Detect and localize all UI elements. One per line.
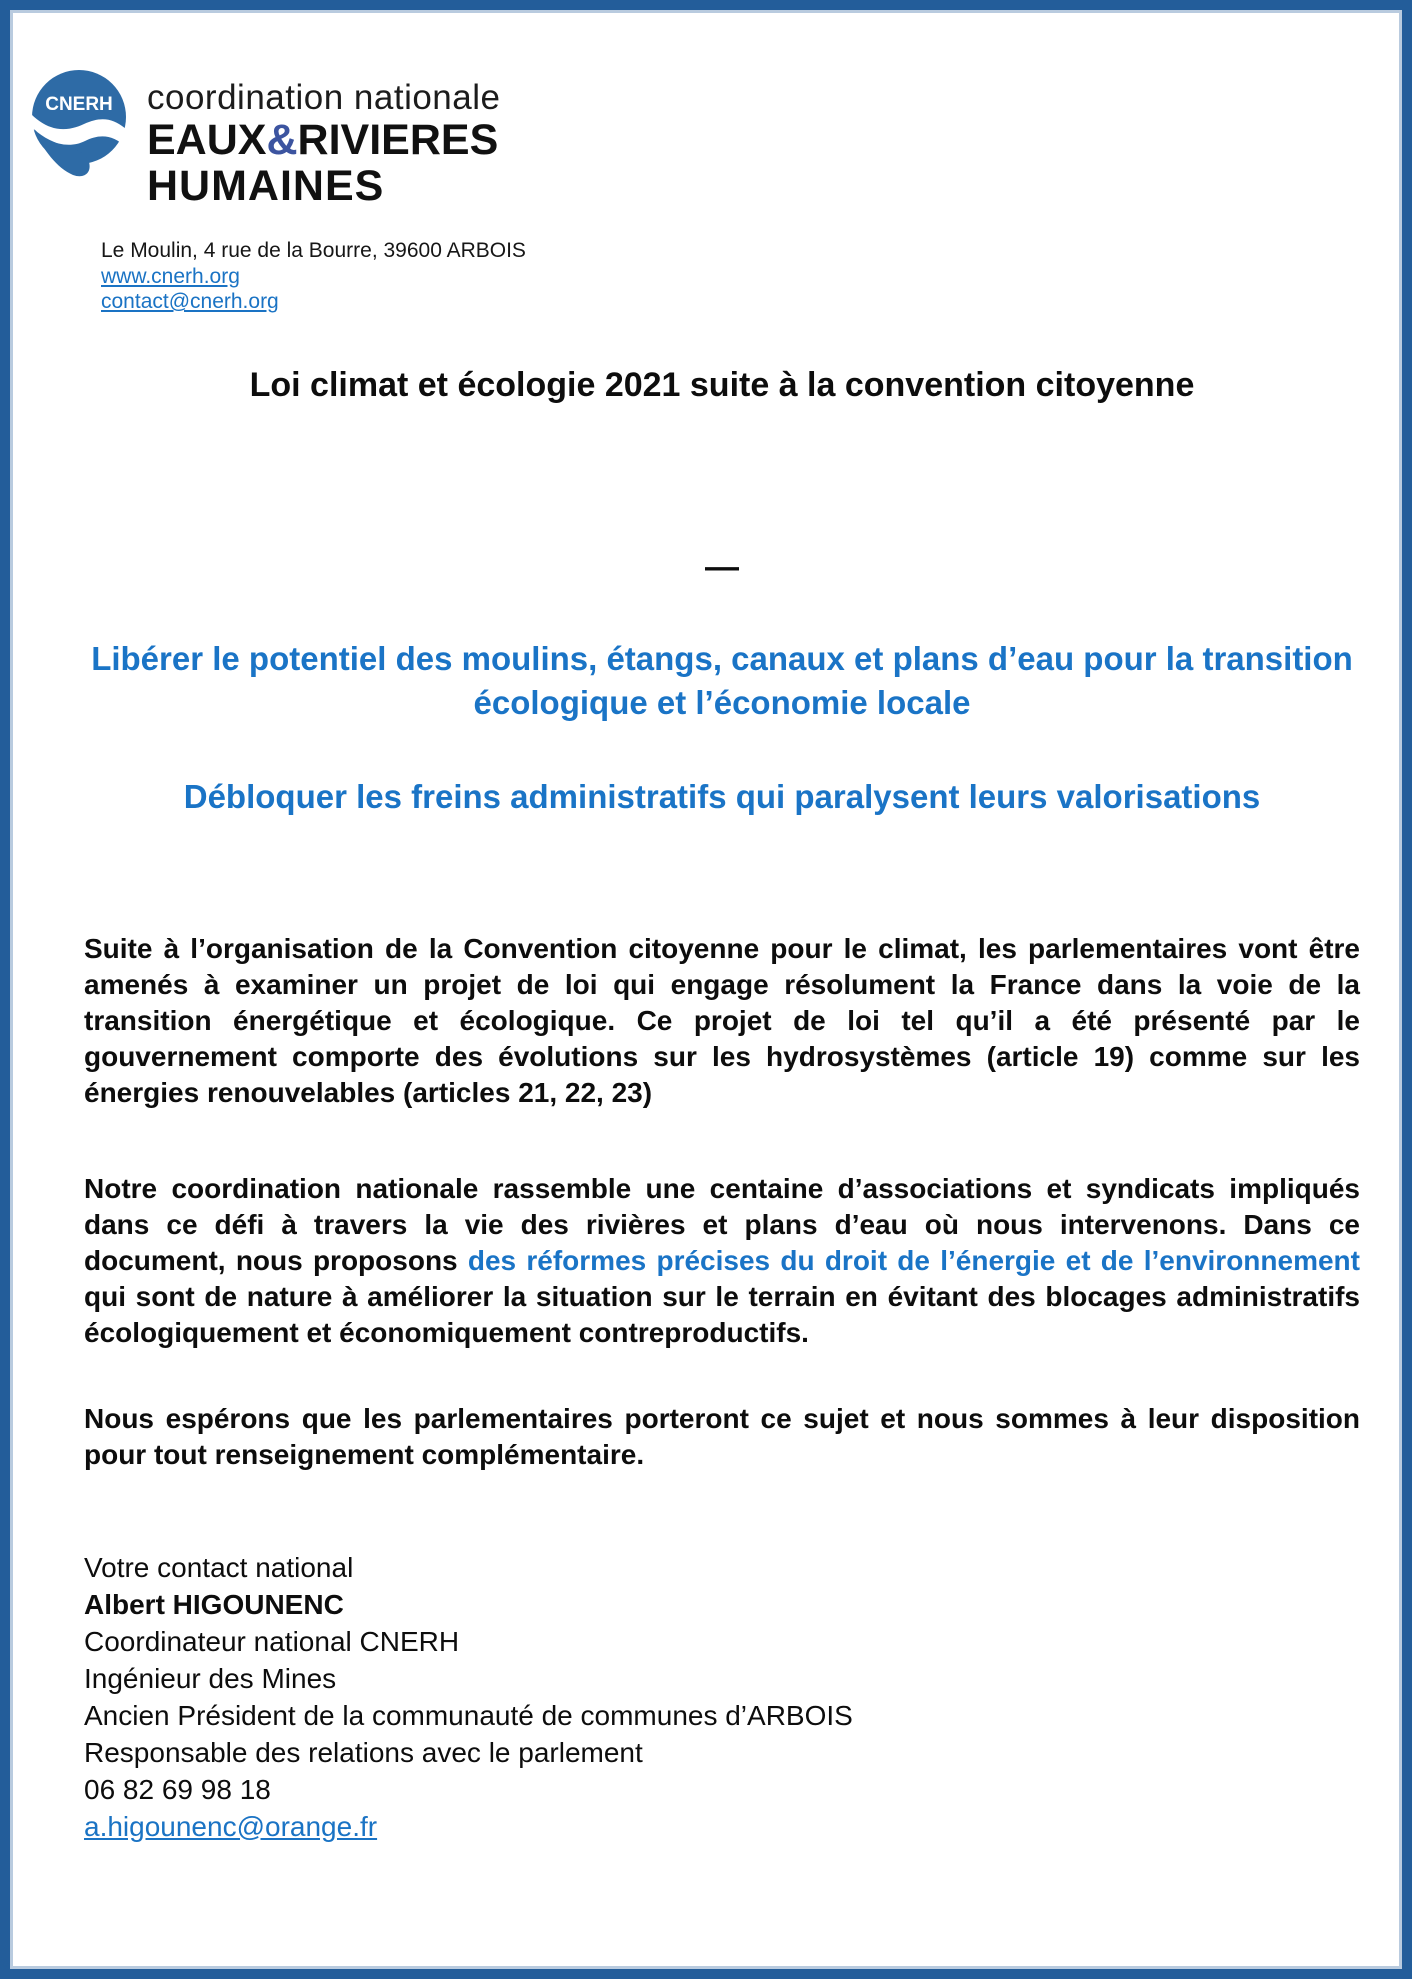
contact-role-coordinateur: Coordinateur national CNERH bbox=[84, 1625, 460, 1657]
paragraph-coordination-highlight: des réformes précises du droit de l’énergie et de l’environnement bbox=[467, 1244, 1360, 1276]
wordmark-rivieres: RIVIERES bbox=[297, 116, 499, 164]
contact-role-president: Ancien Président de la communauté de communes d’ARBOIS bbox=[84, 1699, 853, 1731]
paragraph-coordination-tail: qui sont de nature à améliorer la situation sur le terrain en évitant des blocages administratifs écologiquement et économiquement contreproductifs. bbox=[84, 1280, 1360, 1348]
wordmark-eaux: EAUX bbox=[147, 116, 267, 164]
letterhead bbox=[10, 10, 1402, 315]
paragraph-coordination-lead: Notre coordination nationale rassemble une centaine d’associations et syndicats impliqués dans ce défi à travers la vie des rivières et plans d’eau où nous intervenons. Dans ce document, nous proposons bbox=[84, 1172, 1360, 1276]
page-title: Loi climat et écologie 2021 suite à la convention citoyenne bbox=[249, 365, 1195, 404]
paragraph-convention: Suite à l’organisation de la Convention citoyenne pour le climat, les parlementaires vont être amenés à examiner un projet de loi qui engage résolument la France dans la voie de la transition énergétique et écologique. Ce projet de loi tel qu’il a été présenté par le gouvernement comporte des évolutions sur les hydrosystèmes (article 19) comme sur les énergies renouvelables (articles 21, 22, 23) bbox=[84, 932, 1360, 1108]
subtitle-liberer: Libérer le potentiel des moulins, étangs, canaux et plans d’eau pour la transition écologique et l’économie locale bbox=[91, 639, 1353, 721]
subtitle-debloquer: Débloquer les freins administratifs qui paralysent leurs valorisations bbox=[183, 777, 1261, 815]
contact-phone: 06 82 69 98 18 bbox=[84, 1773, 271, 1805]
em-dash-divider: — bbox=[705, 547, 739, 586]
wordmark-line2 bbox=[147, 116, 500, 164]
paragraph-esperons: Nous espérons que les parlementaires porteront ce sujet et nous sommes à leur disposition pour tout renseignement complémentaire. bbox=[84, 1402, 1360, 1470]
contact-email-link[interactable]: contact@cnerh.org bbox=[101, 290, 279, 313]
contact-block bbox=[84, 1549, 1360, 1845]
contact-name: Albert HIGOUNENC bbox=[84, 1588, 344, 1620]
org-wordmark bbox=[147, 68, 500, 208]
paragraph-coordination bbox=[84, 1171, 1360, 1351]
contact-role-ingenieur: Ingénieur des Mines bbox=[84, 1662, 337, 1694]
postal-address: Le Moulin, 4 rue de la Bourre, 39600 ARBOIS bbox=[101, 239, 526, 262]
logo-row bbox=[27, 68, 1402, 208]
document-body bbox=[10, 365, 1402, 1845]
contact-intro: Votre contact national bbox=[84, 1551, 354, 1583]
wordmark-line3: HUMAINES bbox=[147, 162, 385, 210]
wordmark-ampersand: & bbox=[266, 116, 298, 164]
contact-personal-email-link[interactable]: a.higounenc@orange.fr bbox=[84, 1810, 378, 1842]
address-block bbox=[101, 238, 1402, 315]
website-link[interactable]: www.cnerh.org bbox=[101, 264, 240, 288]
cnerh-logo-icon bbox=[27, 68, 131, 190]
logo-acronym: CNERH bbox=[45, 94, 113, 115]
wordmark-line1: coordination nationale bbox=[147, 78, 501, 117]
contact-role-responsable: Responsable des relations avec le parlement bbox=[84, 1736, 643, 1768]
